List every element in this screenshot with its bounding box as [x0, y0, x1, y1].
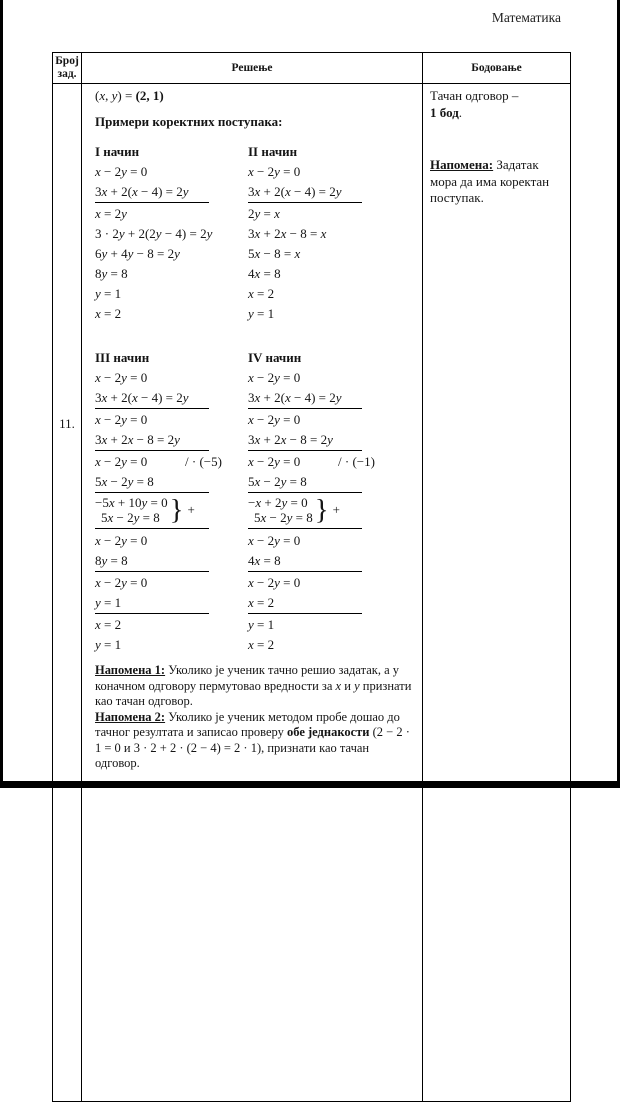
equation-line — [95, 182, 248, 204]
equation-line — [248, 452, 413, 472]
equation-line — [95, 264, 248, 284]
equation-line — [95, 162, 248, 182]
equation: 5x − 2y = 8 — [248, 472, 362, 493]
answer-line — [95, 86, 416, 106]
equation: −x + 2y = 0 — [248, 495, 308, 510]
equation-line — [248, 430, 413, 452]
method-column — [248, 348, 413, 655]
equation: x = 2 — [248, 593, 362, 614]
text-segment: Задатак мора да има коректан поступак. — [430, 157, 550, 205]
equation-system-group — [95, 495, 209, 529]
equation: x = 2y — [95, 206, 127, 221]
scoring-cell — [423, 84, 571, 1102]
grading-table — [52, 52, 571, 1102]
scoring-points-line — [430, 105, 565, 122]
equation-line — [248, 615, 413, 635]
document-title: Математика — [491, 10, 561, 25]
equation-line — [248, 204, 413, 224]
equation: 4x = 8 — [248, 551, 362, 572]
equation-system-group — [248, 495, 362, 529]
equation: x − 2y = 0 — [95, 533, 148, 548]
equation-line — [248, 472, 413, 494]
text-segment: Напомена: — [430, 157, 494, 172]
text-segment: Напомена 1: — [95, 663, 166, 677]
equation: x − 2y = 0 — [248, 412, 301, 427]
scoring-note — [430, 157, 565, 207]
equation-line — [95, 204, 248, 224]
text-segment: y — [111, 88, 118, 103]
equation-line — [248, 244, 413, 264]
equation: y = 1 — [95, 593, 209, 614]
equation-line — [248, 264, 413, 284]
equation: 3x + 2(x − 4) = 2y — [248, 388, 362, 409]
equation-line — [248, 368, 413, 388]
equation: x − 2y = 0 — [248, 164, 301, 179]
brace-icon: } — [169, 494, 184, 526]
equation: x − 2y = 0 — [248, 370, 301, 385]
equation: 8y = 8 — [95, 551, 209, 572]
equation: y = 1 — [95, 637, 122, 652]
equation-line — [248, 304, 413, 324]
equation-line — [248, 573, 413, 593]
equation-line — [95, 615, 248, 635]
equation: x − 2y = 0 — [95, 164, 148, 179]
problem-number-cell — [53, 84, 82, 1102]
operation-annotation: / · (−1) — [338, 454, 375, 469]
equation: y = 1 — [248, 617, 275, 632]
equation: 3 · 2y + 2(2y − 4) = 2y — [95, 226, 213, 241]
table-body-row — [53, 84, 571, 1102]
method-title: III начин — [95, 350, 150, 365]
equation: 4x = 8 — [248, 266, 281, 281]
equation: x − 2y = 0 — [95, 454, 148, 469]
equation: x − 2y = 0 — [95, 575, 148, 590]
equation: x − 2y = 0 — [248, 575, 301, 590]
equation-line — [95, 304, 248, 324]
equation-line — [95, 224, 248, 244]
method-title: II начин — [248, 144, 298, 159]
examples-heading: Примери коректних поступака: — [95, 114, 283, 129]
header-problem-number: Број зад. — [53, 53, 82, 84]
equation: 5x − 2y = 8 — [101, 510, 160, 525]
equation-line — [248, 635, 413, 655]
equation: 8y = 8 — [95, 266, 128, 281]
header-scoring: Бодовање — [423, 53, 571, 84]
equation: 3x + 2x − 8 = 2y — [248, 430, 362, 451]
text-segment: 1 бод — [430, 104, 459, 120]
equation-line — [248, 162, 413, 182]
equation-line — [95, 551, 248, 573]
equation: 5x − 2y = 8 — [95, 472, 209, 493]
text-segment: Уколико је ученик тачно решио задатак, а у коначном одговору пермутовао вредности за — [95, 663, 400, 693]
equation: 5x − 2y = 8 — [254, 510, 313, 525]
equation-line — [248, 531, 413, 551]
note-paragraph — [95, 663, 416, 710]
equation-line — [95, 531, 248, 551]
equation-line — [95, 472, 248, 494]
equation: x = 2 — [248, 286, 275, 301]
text-segment: и — [341, 678, 355, 693]
equation: x − 2y = 0 — [248, 454, 301, 469]
text-segment: обе једнакости — [287, 725, 370, 739]
method-column — [95, 348, 248, 655]
equation-line — [95, 430, 248, 452]
equation: 6y + 4y − 8 = 2y — [95, 246, 180, 261]
equation: 5x − 8 = x — [248, 246, 301, 261]
equation-line — [248, 551, 413, 573]
methods-row-1 — [95, 142, 416, 324]
equation-line — [248, 182, 413, 204]
plus-sign: + — [332, 502, 341, 517]
brace-icon: } — [314, 494, 329, 526]
equation-line — [248, 224, 413, 244]
problem-number: 11. — [59, 416, 75, 431]
text-segment: признати као тачан одговор. — [95, 678, 412, 708]
equation: x = 2 — [95, 306, 122, 321]
equation: x − 2y = 0 — [95, 370, 148, 385]
equation-line — [95, 284, 248, 304]
equation: x = 2 — [95, 617, 122, 632]
text-segment: (2 − 2 · 1 = 0 и 3 · 2 + 2 · (2 − 4) = 2 · 1), признати као тачан одговор. — [95, 725, 410, 770]
solution-notes — [95, 663, 416, 772]
equation-line — [248, 388, 413, 410]
equation-line — [95, 368, 248, 388]
equation: y = 1 — [248, 306, 275, 321]
equation-line — [248, 410, 413, 430]
equation: x − 2y = 0 — [248, 533, 301, 548]
equation: −5x + 10y = 0 — [95, 495, 168, 510]
methods-row-2 — [95, 348, 416, 655]
equation-line — [248, 593, 413, 615]
text-segment: . — [458, 104, 463, 120]
solution-cell — [82, 84, 423, 1102]
method-column — [95, 142, 248, 324]
text-segment: Уколико је ученик методом пробе дошао до тачног резултата и записао проверу — [95, 709, 400, 739]
equation: 3x + 2x − 8 = x — [248, 226, 327, 241]
equation: x − 2y = 0 — [95, 412, 148, 427]
equation: 2y = x — [248, 206, 280, 221]
text-segment: (2, 1) — [135, 88, 164, 103]
text-segment: x — [99, 88, 106, 103]
equation: y = 1 — [95, 286, 122, 301]
equation: 3x + 2(x − 4) = 2y — [95, 182, 209, 203]
method-title: I начин — [95, 144, 140, 159]
scoring-answer-line: Тачан одговор – — [430, 88, 519, 103]
text-segment: Напомена 2: — [95, 709, 166, 724]
equation: x = 2 — [248, 637, 275, 652]
equation-line — [248, 284, 413, 304]
table-header-row — [53, 53, 571, 84]
header-solution: Решење — [82, 53, 423, 84]
text-segment: ) = — [117, 88, 136, 103]
plus-sign: + — [187, 502, 195, 517]
method-column — [248, 142, 413, 324]
text-segment: y — [354, 678, 360, 693]
equation-line — [95, 593, 248, 615]
text-segment: x — [335, 678, 342, 693]
note-paragraph — [95, 710, 416, 772]
text-segment: , — [105, 88, 112, 103]
equation-line — [95, 410, 248, 430]
equation-line — [95, 573, 248, 593]
equation-line — [95, 388, 248, 410]
operation-annotation: / · (−5) — [185, 454, 222, 469]
equation-line — [95, 452, 248, 472]
equation-line — [95, 635, 248, 655]
text-segment: ( — [95, 88, 100, 103]
equation: 3x + 2(x − 4) = 2y — [248, 182, 362, 203]
equation: 3x + 2(x − 4) = 2y — [95, 388, 209, 409]
method-title: IV начин — [248, 350, 302, 365]
equation: 3x + 2x − 8 = 2y — [95, 430, 209, 451]
equation-line — [95, 244, 248, 264]
